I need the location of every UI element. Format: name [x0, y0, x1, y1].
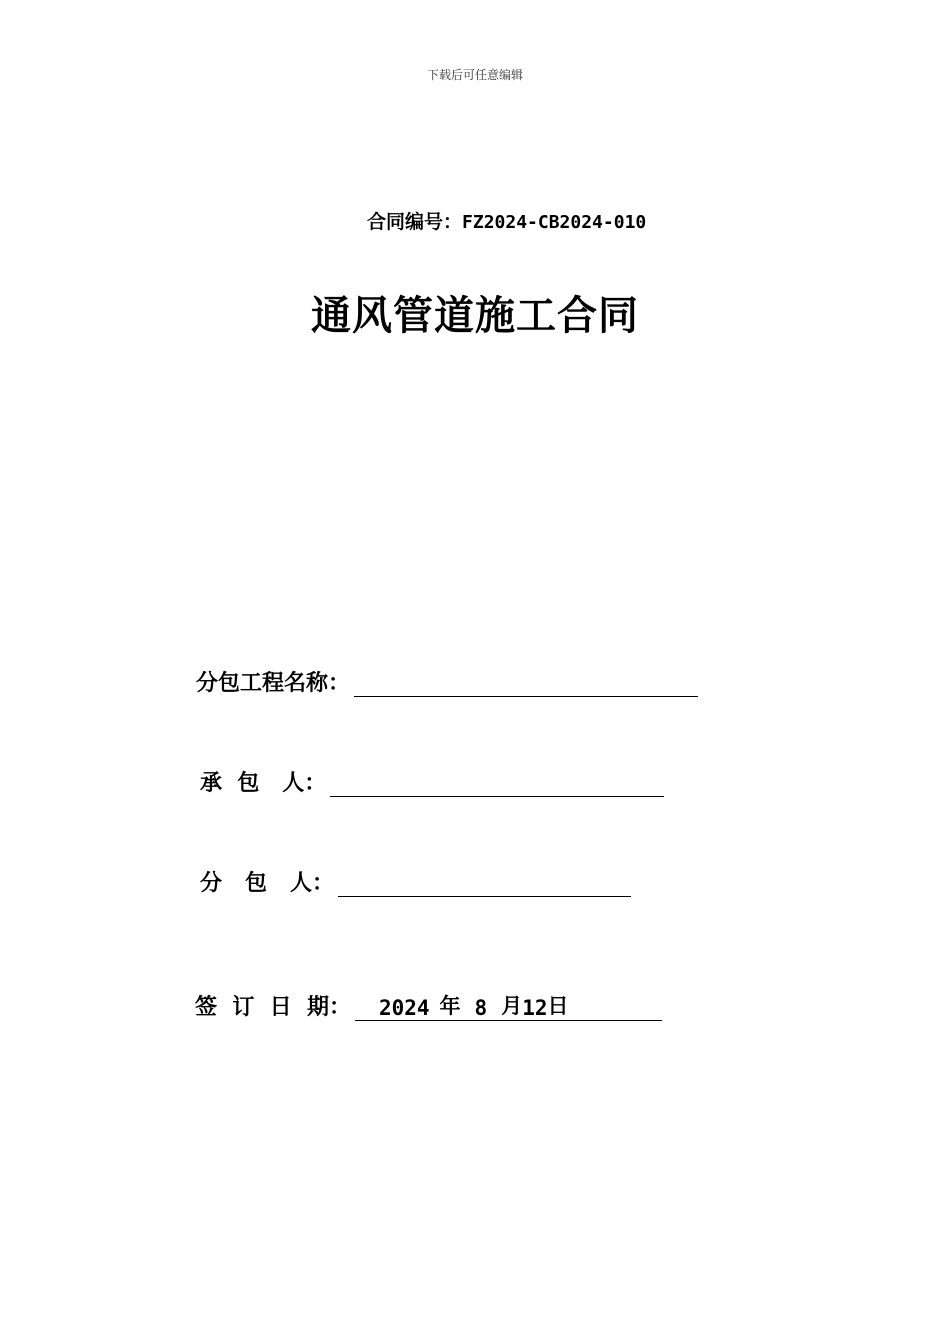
subcontractor-blank[interactable] [338, 870, 631, 897]
contractor-label: 承 包 人： [200, 771, 327, 796]
contractor-blank[interactable] [330, 770, 664, 797]
header-note: 下载后可任意编辑 [426, 68, 523, 82]
signing-date-day-unit: 日 [547, 994, 569, 1018]
signing-date-year: 2024 [378, 996, 430, 1020]
signing-date-year-unit: 年 [439, 994, 461, 1018]
subcontractor-field [200, 866, 631, 897]
signing-date-month-unit: 月 [501, 994, 523, 1018]
contract-number-value: FZ2024-CB2024-010 [462, 212, 647, 233]
signing-date-field [195, 990, 662, 1021]
signing-date-label: 签 订 日 期： [195, 995, 351, 1020]
project-name-label: 分包工程名称： [196, 671, 351, 696]
contract-number [367, 207, 646, 234]
contractor-field [200, 766, 664, 797]
signing-date-day: 12 [522, 996, 548, 1020]
project-name-blank[interactable] [354, 670, 698, 697]
signing-date-month: 8 [474, 996, 488, 1020]
subcontractor-label: 分 包 人： [200, 871, 334, 896]
document-title: 通风管道施工合同 [311, 293, 639, 339]
signing-date-blank[interactable] [355, 992, 662, 1021]
project-name-field [196, 666, 698, 697]
contract-number-label: 合同编号： [367, 211, 463, 233]
